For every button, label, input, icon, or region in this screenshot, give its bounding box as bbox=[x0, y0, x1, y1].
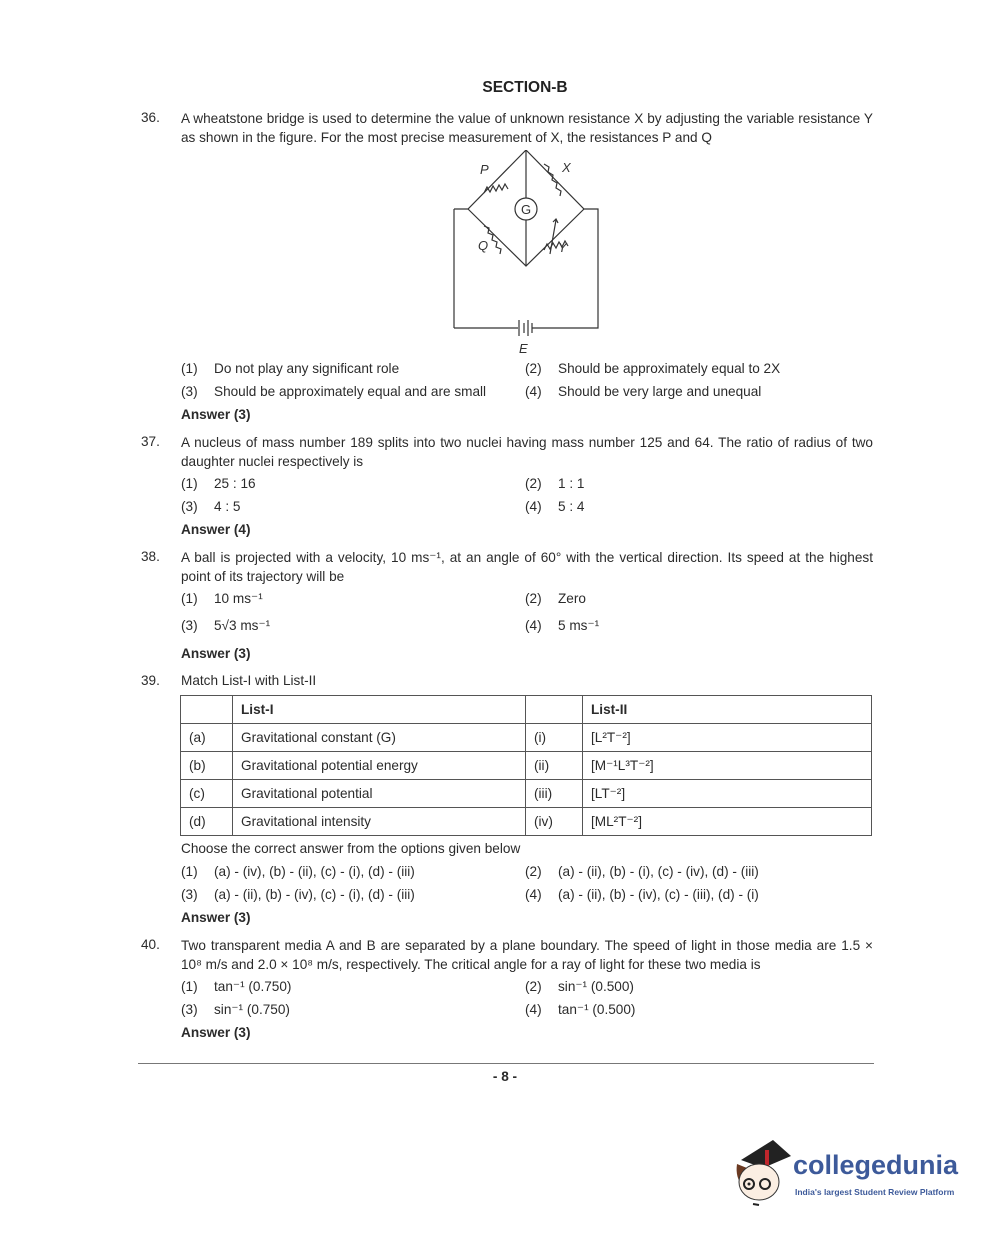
option-2: (2) 1 : 1 bbox=[525, 476, 585, 491]
header-list-2: List-II bbox=[583, 696, 872, 724]
table-header-row bbox=[181, 696, 872, 724]
option-3: (3) 5√3 ms⁻¹ bbox=[181, 618, 271, 633]
logo-tagline: India's largest Student Review Platform bbox=[795, 1187, 955, 1197]
label-q: Q bbox=[478, 238, 489, 253]
question-number: 40. bbox=[141, 937, 160, 952]
resistor-x-icon bbox=[544, 164, 561, 196]
option-3: (3) 4 : 5 bbox=[181, 499, 241, 514]
label-p: P bbox=[480, 162, 489, 177]
option-1: (1) 25 : 16 bbox=[181, 476, 256, 491]
question-text: A ball is projected with a velocity, 10 ms⁻¹, at an angle of 60° with the vertical direction. Its speed at the highest point of its trajectory will be bbox=[181, 550, 873, 584]
label-e: E bbox=[519, 341, 528, 356]
page-number: - 8 - bbox=[492, 1069, 518, 1084]
table-row: (c) Gravitational potential (iii) [LT⁻²] bbox=[181, 780, 872, 808]
logo-wordmark: collegedunia bbox=[793, 1150, 959, 1180]
option-1: (1) 10 ms⁻¹ bbox=[181, 591, 263, 606]
answer: Answer (3) bbox=[181, 407, 251, 422]
option-2: (2) Zero bbox=[525, 591, 586, 606]
answer: Answer (4) bbox=[181, 522, 251, 537]
mascot-logo-icon bbox=[733, 1138, 793, 1208]
question-number: 38. bbox=[141, 549, 160, 564]
label-y: Y bbox=[558, 240, 567, 255]
option-3: (3) sin⁻¹ (0.750) bbox=[181, 1002, 290, 1017]
answer: Answer (3) bbox=[181, 1025, 251, 1040]
question-text: Match List-I with List-II bbox=[181, 673, 317, 688]
footer-divider bbox=[138, 1063, 874, 1064]
question-prompt: Choose the correct answer from the options given below bbox=[181, 841, 521, 856]
option-4: (4) 5 : 4 bbox=[525, 499, 585, 514]
wheatstone-bridge-figure bbox=[440, 150, 620, 360]
answer: Answer (3) bbox=[181, 910, 251, 925]
option-2: (2) Should be approximately equal to 2X bbox=[525, 361, 781, 376]
question-text: A wheatstone bridge is used to determine the value of unknown resistance X by adjusting the variable resistance Y as shown in the figure. For the most precise measurement of X, the resistances P and Q bbox=[181, 111, 873, 145]
table-row: (d) Gravitational intensity (iv) [ML²T⁻²] bbox=[181, 808, 872, 836]
table-row: (b) Gravitational potential energy (ii) [M⁻¹L³T⁻²] bbox=[181, 752, 872, 780]
option-4: (4) 5 ms⁻¹ bbox=[525, 618, 600, 633]
question-number: 39. bbox=[141, 673, 160, 688]
label-g: G bbox=[520, 202, 532, 217]
option-2: (2) sin⁻¹ (0.500) bbox=[525, 979, 634, 994]
option-4: (4) Should be very large and unequal bbox=[525, 384, 762, 399]
option-4: (4) tan⁻¹ (0.500) bbox=[525, 1002, 636, 1017]
option-1: (1) tan⁻¹ (0.750) bbox=[181, 979, 292, 994]
option-3: (3) (a) - (ii), (b) - (iv), (c) - (i), (d) - (iii) bbox=[181, 887, 415, 902]
question-text: A nucleus of mass number 189 splits into two nuclei having mass number 125 and 64. The ratio of radius of two daughter nuclei respectively is bbox=[181, 435, 873, 469]
question-number: 36. bbox=[141, 110, 160, 125]
section-title: SECTION-B bbox=[482, 79, 568, 96]
resistor-p-icon bbox=[484, 184, 508, 193]
option-1: (1) (a) - (iv), (b) - (ii), (c) - (i), (d) - (iii) bbox=[181, 864, 415, 879]
label-x: X bbox=[562, 160, 571, 175]
table-row: (a) Gravitational constant (G) (i) [L²T⁻²] bbox=[181, 724, 872, 752]
question-text: Two transparent media A and B are separated by a plane boundary. The speed of light in those media are 1.5 × 10⁸ m/s and 2.0 × 10⁸ m/s, respectively. The critical angle for a ray of light for these two media is bbox=[181, 938, 873, 972]
match-table bbox=[180, 695, 872, 836]
option-2: (2) (a) - (ii), (b) - (i), (c) - (iv), (d) - (iii) bbox=[525, 864, 759, 879]
answer: Answer (3) bbox=[181, 646, 251, 661]
header-list-1: List-I bbox=[233, 696, 526, 724]
option-4: (4) (a) - (ii), (b) - (iv), (c) - (iii), (d) - (i) bbox=[525, 887, 759, 902]
option-3: (3) Should be approximately equal and are small bbox=[181, 384, 487, 399]
question-number: 37. bbox=[141, 434, 160, 449]
option-1: (1) Do not play any significant role bbox=[181, 361, 400, 376]
